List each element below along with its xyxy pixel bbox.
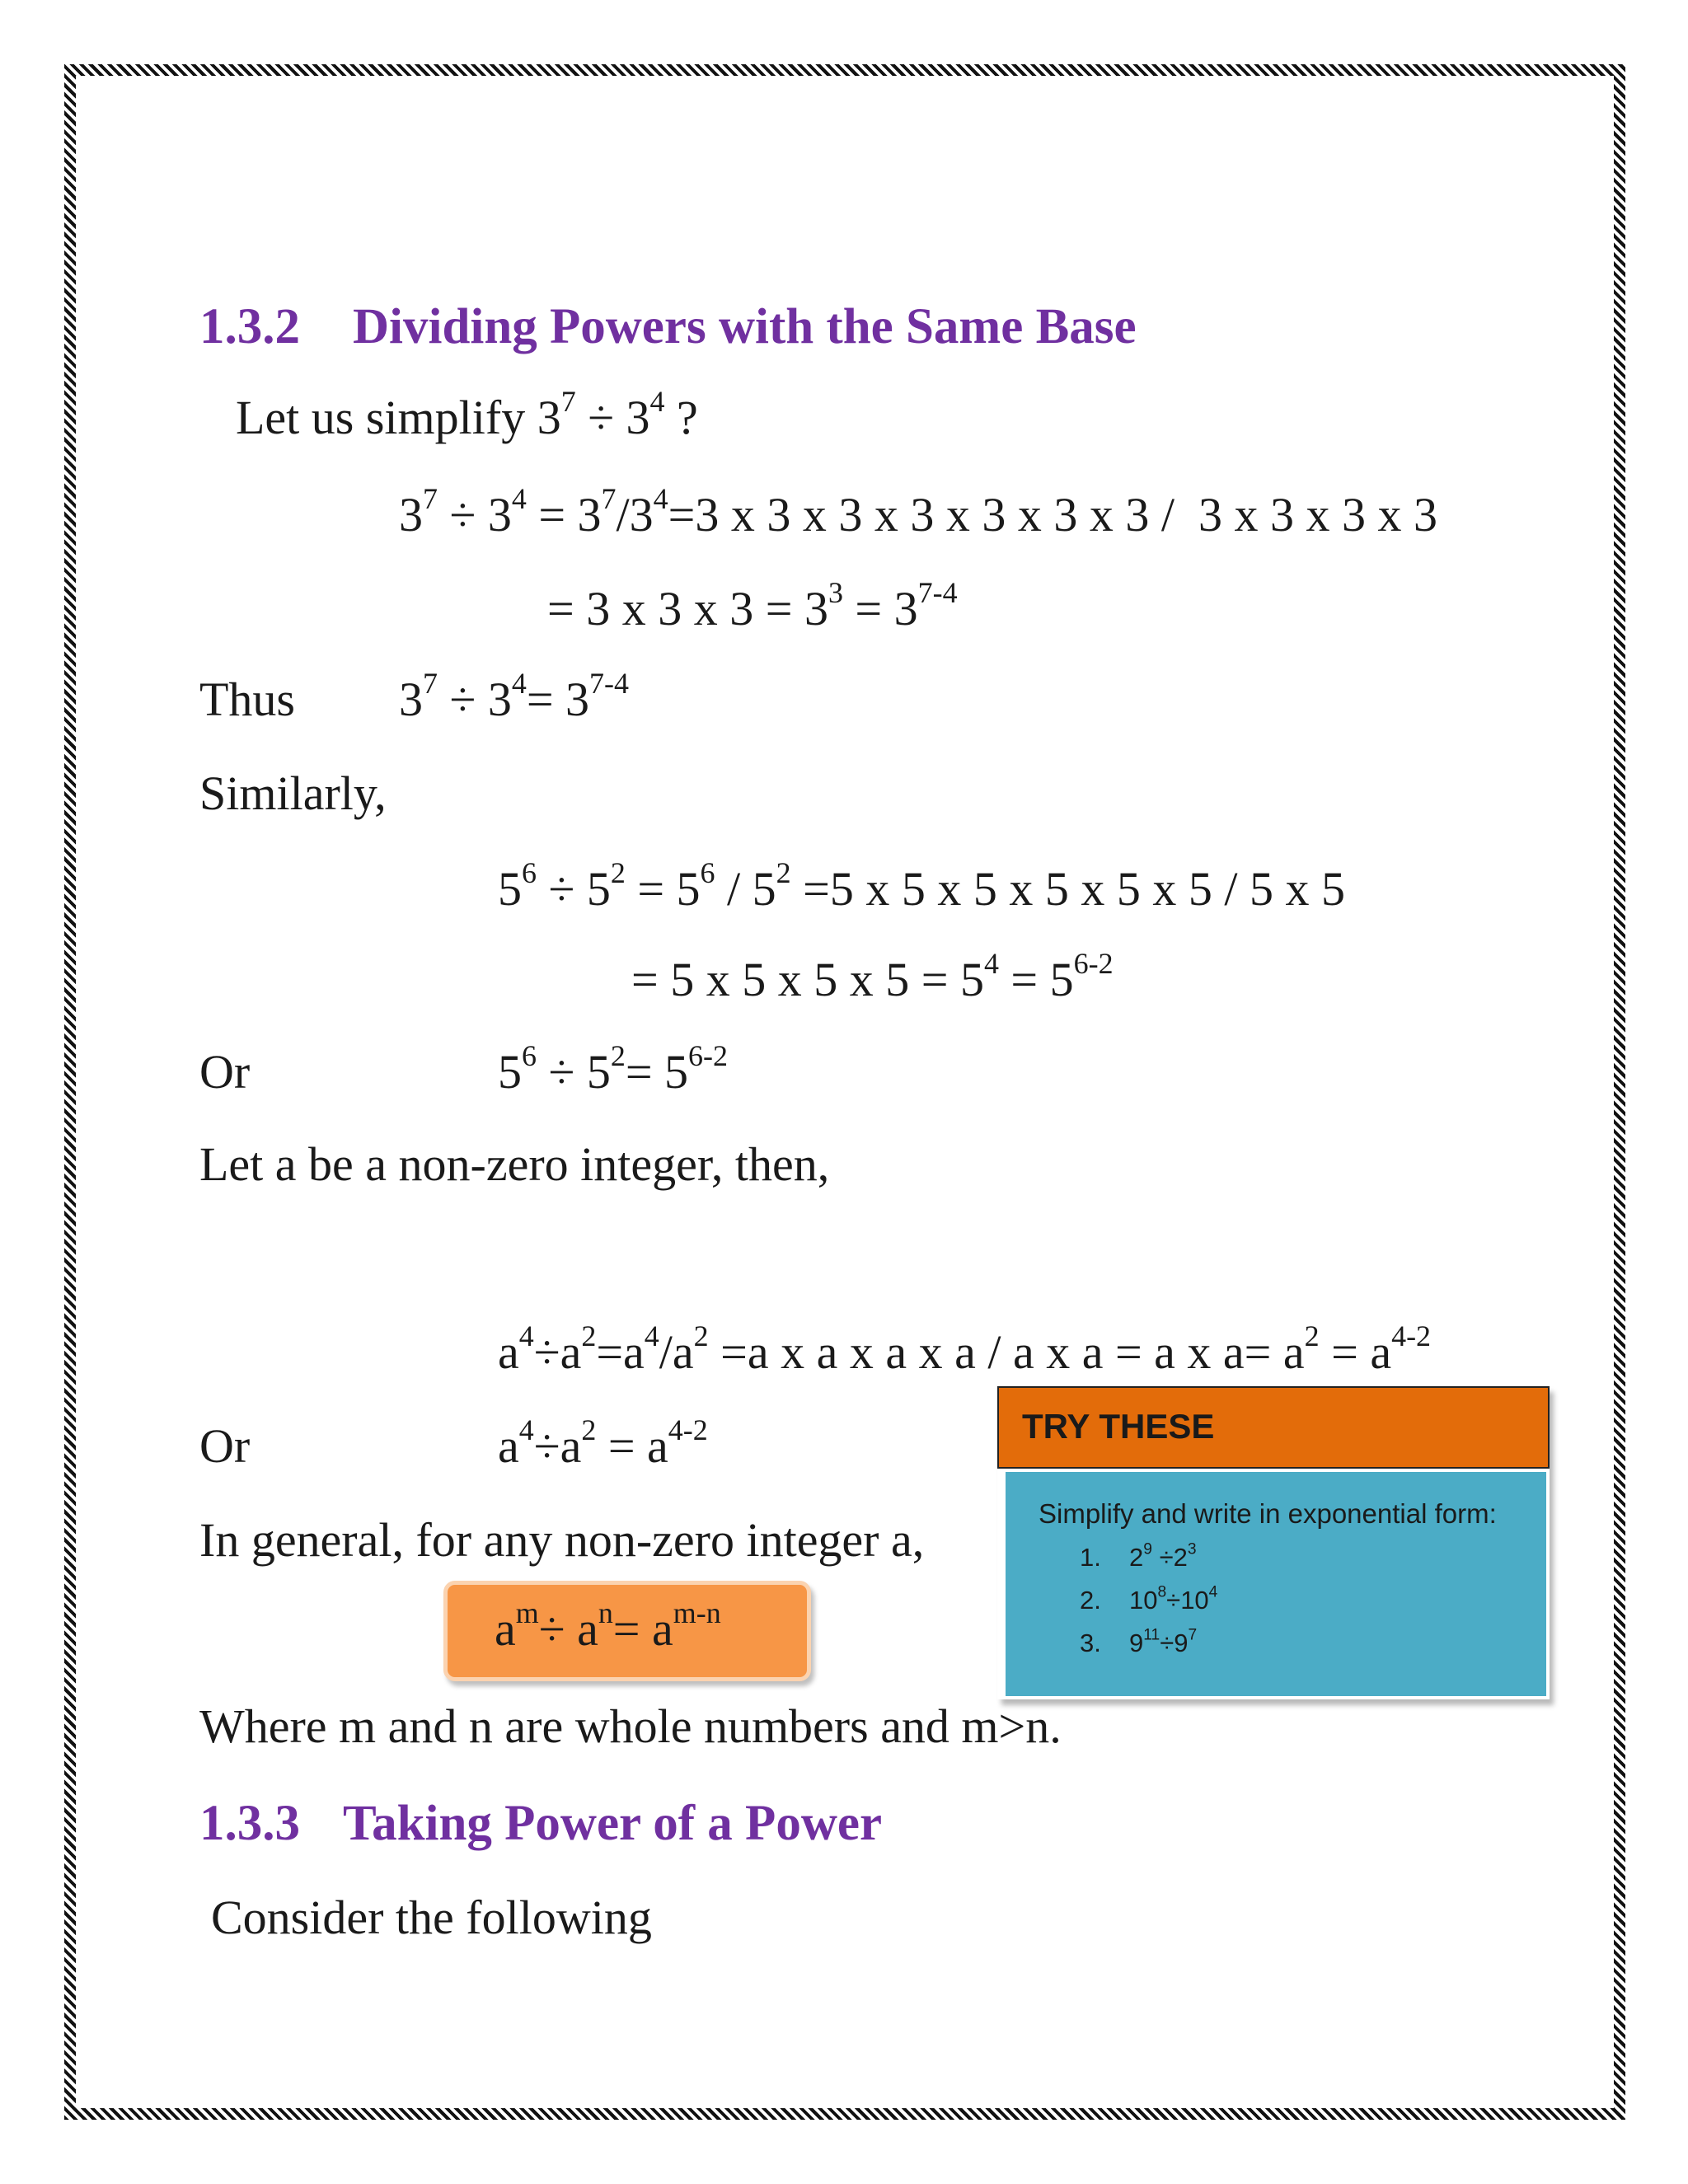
try-these-body bbox=[1002, 1469, 1550, 1699]
section-title: Taking Power of a Power bbox=[343, 1796, 883, 1851]
ex3-expansion: $a^4\div a^2=a^4/a^2 =a$ x a x a x a / a x a = a x $a= a^2 = a^{4-2}$ bbox=[498, 1319, 1432, 1379]
try-these-instruction: Simplify and write in exponential form: bbox=[1039, 1498, 1497, 1529]
section-number: 1.3.3 bbox=[199, 1796, 300, 1851]
try-item-2: 2. $10^8\div 10^4$ bbox=[1080, 1583, 1218, 1615]
similarly-label: Similarly, bbox=[199, 766, 387, 820]
try-these-header bbox=[997, 1386, 1550, 1469]
try-these-box bbox=[997, 1386, 1550, 1699]
section-title: Dividing Powers with the Same Base bbox=[353, 299, 1137, 354]
general-formula: $a^m\div a^n= a^{m-n}$ bbox=[495, 1596, 721, 1656]
section-number: 1.3.2 bbox=[199, 299, 300, 354]
try-these-title: TRY THESE bbox=[1022, 1407, 1215, 1446]
thus-label: Thus bbox=[199, 673, 295, 726]
try-item-1: 1. $2^9 \div 2^3$ bbox=[1080, 1540, 1197, 1572]
ex2-expansion: $5^6 \div 5^2 = 5^6 / 5^2 =5$ x 5 x 5 x 5 x 5 x 5 / 5 x 5 bbox=[498, 856, 1345, 916]
consider-text: Consider the following bbox=[211, 1891, 652, 1944]
try-item-3: 3. $9^{11}\div 9^7$ bbox=[1080, 1626, 1198, 1657]
intro-line: Let us simplify $3^7 \div 3^4$ ? bbox=[236, 385, 698, 444]
section-heading-1-3-3 bbox=[199, 1798, 882, 1849]
ex1-conclusion: $3^7 \div 3^4= 3^{7-4}$ bbox=[399, 667, 629, 726]
let-a-text: Let a be a non-zero integer, then, bbox=[199, 1137, 830, 1191]
ex2-conclusion: $5^6 \div 5^2= 5^{6-2}$ bbox=[498, 1039, 728, 1099]
ex1-expansion: $3^7 \div 3^4 = 3^7/3^4=3$ x 3 x 3 x 3 x 3 x 3 x 3 / 3 x 3 x 3 x 3 bbox=[399, 482, 1437, 541]
or-label-1: Or bbox=[199, 1045, 251, 1099]
or-label-2: Or bbox=[199, 1419, 251, 1473]
ex3-conclusion: $a^4\div a^2 = a^{4-2}$ bbox=[498, 1413, 708, 1473]
where-text: Where m and n are whole numbers and m>n. bbox=[199, 1699, 1062, 1753]
section-heading-1-3-2 bbox=[199, 299, 1137, 354]
ex2-result: = 5 x 5 x 5 x $5 = 5^4 = 5^{6-2}$ bbox=[631, 947, 1114, 1006]
general-text: In general, for any non-zero integer a, bbox=[199, 1513, 925, 1567]
ex1-result: = 3 x 3 x $3 = 3^3 = 3^{7-4}$ bbox=[547, 576, 958, 635]
